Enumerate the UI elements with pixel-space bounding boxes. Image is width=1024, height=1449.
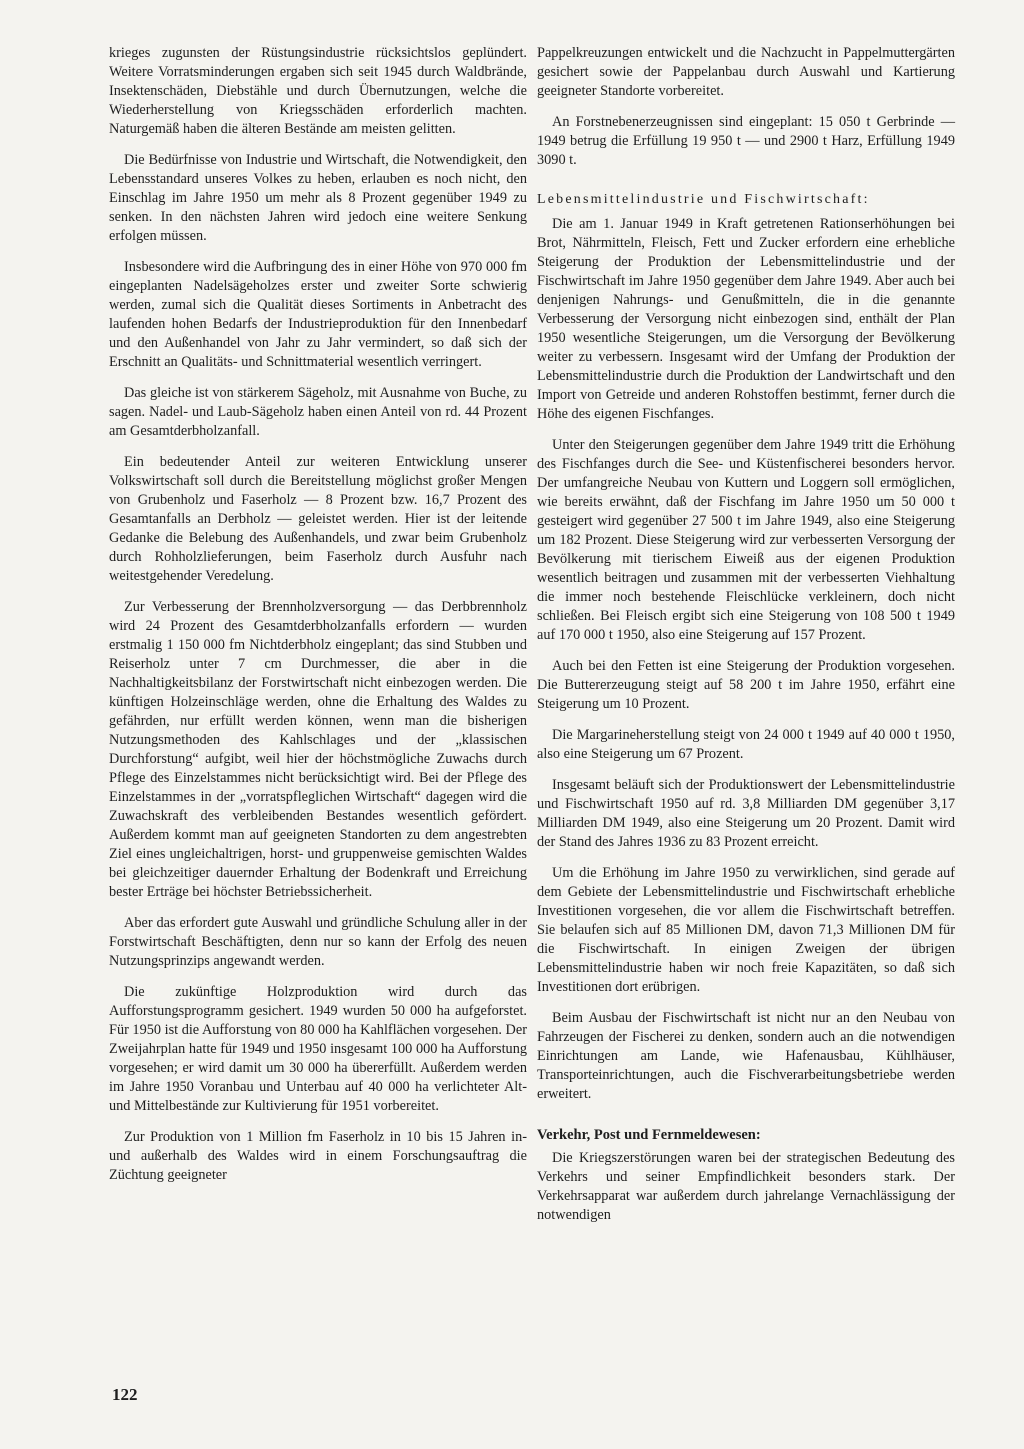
paragraph: Insbesondere wird die Aufbringung des in einer Höhe von 970 000 fm eingeplanten Nadelsägeholzes erster und zweiter Sorte schwierig werden, zumal sich die Qualität dieses Sortiments in Anbetracht des laufenden hohen Bedarfs der Industrieproduktion für den Innenbedarf und den Außenhandel von Jahr zu Jahr vermindert, so daß sich der Erschnitt an Qualitäts- und Schnittmaterial wesentlich verringert. (109, 259, 527, 370)
subheading-food-industry: Lebensmittelindustrie und Fischwirtschaft: (537, 192, 870, 207)
paragraph: Die Kriegszerstörungen waren bei der strategischen Bedeutung des Verkehrs und seiner Empfindlichkeit besonders stark. Der Verkehrsapparat war außerdem durch jahrelange Vernachlässigung der notwendigen (537, 1150, 955, 1223)
paragraph: Zur Produktion von 1 Million fm Faserholz in 10 bis 15 Jahren in- und außerhalb des Waldes wird in einem Forschungsauftrag die Züchtung geeigneter (109, 1129, 527, 1183)
paragraph: Die am 1. Januar 1949 in Kraft getretenen Rationserhöhungen bei Brot, Nährmitteln, Fleisch, Fett und Zucker erfordern eine erhebliche Steigerung der Produktion der Lebensmittelindustrie und der Fischwirtschaft im Jahre 1950 gegenüber dem Jahre 1949. Aber auch bei denjenigen Nahrungs- und Genußmitteln, die in die genannte Verbesserung der Versorgung nicht einbezogen sind, enthält der Plan 1950 wesentliche Steigerungen, um die Versorgung der Bevölkerung weiter zu verbessern. Insgesamt wird der Umfang der Produktion der Lebensmittelindustrie durch die Produktion der Landwirtschaft und den Import von Getreide und anderen Rohstoffen bestimmt, ferner durch die Höhe des eigenen Fischfanges. (537, 216, 955, 422)
section-heading-traffic: Verkehr, Post und Fernmeldewesen: (537, 1127, 761, 1143)
page-number: 122 (112, 1385, 138, 1404)
paragraph: Pappelkreuzungen entwickelt und die Nachzucht in Pappelmuttergärten gesichert sowie der Pappelanbau durch Auswahl und Kartierung geeigneter Standorte vorbereitet. (537, 45, 955, 99)
paragraph: Unter den Steigerungen gegenüber dem Jahre 1949 tritt die Erhöhung des Fischfanges durch die See- und Küstenfischerei besonders hervor. Der umfangreiche Neubau von Kuttern und Loggern soll ermöglichen, wie bereits erwähnt, daß der Fischfang im Jahre 1950 um 50 000 t gesteigert wird gegenüber 27 500 t im Jahre 1949, also eine Steigerung um 182 Prozent. Diese Steigerung wird zur verbesserten Versorgung der Bevölkerung mit tierischem Eiweiß aus der eigenen Produktion wesentlich beitragen und zusammen mit der verbesserten Viehhaltung die immer noch bestehende Fleischlücke verkleinern, doch nicht schließen. Bei Fleisch ergibt sich eine Steigerung von 108 500 t 1949 auf 170 000 t 1950, also eine Steigerung auf 157 Prozent. (537, 437, 955, 643)
paragraph: An Forstnebenerzeugnissen sind eingeplant: 15 050 t Gerbrinde — 1949 betrug die Erfüllung 19 950 t — und 2900 t Harz, Erfüllung 1949 3090 t. (537, 114, 955, 168)
paragraph: Die Margarineherstellung steigt von 24 000 t 1949 auf 40 000 t 1950, also eine Steigerung um 67 Prozent. (537, 727, 955, 762)
right-column (537, 44, 955, 1237)
paragraph: Zur Verbesserung der Brennholzversorgung — das Derbbrennholz wird 24 Prozent des Gesamtderbholzanfalls erfordern — wurden erstmalig 1 150 000 fm Nichtderbholz eingeplant; das sind Stubben und Reiserholz unter 7 cm Durchmesser, die aber in die Nachhaltigkeitsbilanz der Forstwirtschaft nicht einbezogen werden. Die künftigen Holzeinschläge werden, ohne die Erhaltung des Waldes zu gefährden, nur erfüllt werden können, wenn man die bisherigen Nutzungsmethoden des Kahlschlages und der „klassischen Durchforstung“ aufgibt, weil hier der höchstmögliche Zuwachs durch Pflege des Einzelstammes nicht berücksichtigt wird. Bei der Pflege des Einzelstammes in der „vorratspfleglichen Wirtschaft“ dagegen wird die Zuwachskraft des verbleibenden Bestandes wesentlich gefördert. Außerdem kommt man auf geeigneten Standorten zu dem angestrebten Ziel eines ungleichaltrigen, horst- und gruppenweise gemischten Waldes bei gleichzeitiger dauernder Erhaltung der Bodenkraft und Erreichung bester Erträge bei höchster Betriebssicherheit. (109, 599, 527, 900)
paragraph: Ein bedeutender Anteil zur weiteren Entwicklung unserer Volkswirtschaft soll durch die Bereitstellung möglichst großer Mengen von Grubenholz und Faserholz — 8 Prozent bzw. 16,7 Prozent des Gesamtanfalls an Derbholz — geleistet werden. Hier ist der leitende Gedanke die Belebung des Außenhandels, und zwar beim Grubenholz durch Rohholzlieferungen, beim Faserholz durch Ausfuhr nach weitestgehender Veredelung. (109, 454, 527, 584)
paragraph: Um die Erhöhung im Jahre 1950 zu verwirklichen, sind gerade auf dem Gebiete der Lebensmittelindustrie und Fischwirtschaft erhebliche Investitionen vorgesehen, die vor allem die Fischwirtschaft betreffen. Sie belaufen sich auf 85 Millionen DM, davon 71,3 Millionen DM für die Fischwirtschaft. In einigen Zweigen der übrigen Lebensmittelindustrie haben wir noch freie Kapazitäten, so daß sich Investitionen dort erübrigen. (537, 865, 955, 995)
paragraph: Beim Ausbau der Fischwirtschaft ist nicht nur an den Neubau von Fahrzeugen der Fischerei zu denken, sondern auch an die notwendigen Einrichtungen am Lande, wie Hafenausbau, Kühlhäuser, Transporteinrichtungen, auch die Fischverarbeitungsbetriebe werden erweitert. (537, 1010, 955, 1102)
paragraph: Die Bedürfnisse von Industrie und Wirtschaft, die Notwendigkeit, den Lebensstandard unseres Volkes zu heben, erlauben es noch nicht, den Einschlag im Jahre 1950 um mehr als 8 Prozent gegenüber 1949 zu senken. In den nächsten Jahren wird jedoch eine weitere Senkung erfolgen müssen. (109, 152, 527, 244)
paragraph: Auch bei den Fetten ist eine Steigerung der Produktion vorgesehen. Die Buttererzeugung steigt auf 58 200 t im Jahre 1950, erfährt eine Steigerung um 10 Prozent. (537, 658, 955, 712)
paragraph: krieges zugunsten der Rüstungsindustrie rücksichtslos geplündert. Weitere Vorratsminderungen ergaben sich seit 1945 durch Waldbrände, Insektenschäden, Diebstähle und durch Übernutzungen, welche die Wiederherstellung von Kriegsschäden erforderlich machten. Naturgemäß haben die älteren Bestände am meisten gelitten. (109, 45, 527, 137)
paragraph: Das gleiche ist von stärkerem Sägeholz, mit Ausnahme von Buche, zu sagen. Nadel- und Laub-Sägeholz haben einen Anteil von rd. 44 Prozent am Gesamtderbholzanfall. (109, 385, 527, 439)
paragraph: Aber das erfordert gute Auswahl und gründliche Schulung aller in der Forstwirtschaft Beschäftigten, denn nur so kann der Erfolg des neuen Nutzungsprinzips angewandt werden. (109, 915, 527, 969)
left-column (109, 44, 527, 1197)
paragraph: Insgesamt beläuft sich der Produktionswert der Lebensmittelindustrie und Fischwirtschaft 1950 auf rd. 3,8 Milliarden DM gegenüber 3,17 Milliarden DM 1949, also eine Steigerung um 20 Prozent. Damit wird der Stand des Jahres 1936 zu 83 Prozent erreicht. (537, 777, 955, 850)
paragraph: Die zukünftige Holzproduktion wird durch das Aufforstungsprogramm gesichert. 1949 wurden 50 000 ha aufgeforstet. Für 1950 ist die Aufforstung von 80 000 ha Kahlflächen vorgesehen. Der Zweijahrplan hatte für 1949 und 1950 insgesamt 100 000 ha Aufforstung vorgesehen; er wird damit um 30 000 ha übererfüllt. Außerdem werden im Jahre 1950 Voranbau und Unterbau auf 40 000 ha verlichteter Alt- und Mittelbestände zur Kultivierung für 1951 vorbereitet. (109, 984, 527, 1114)
